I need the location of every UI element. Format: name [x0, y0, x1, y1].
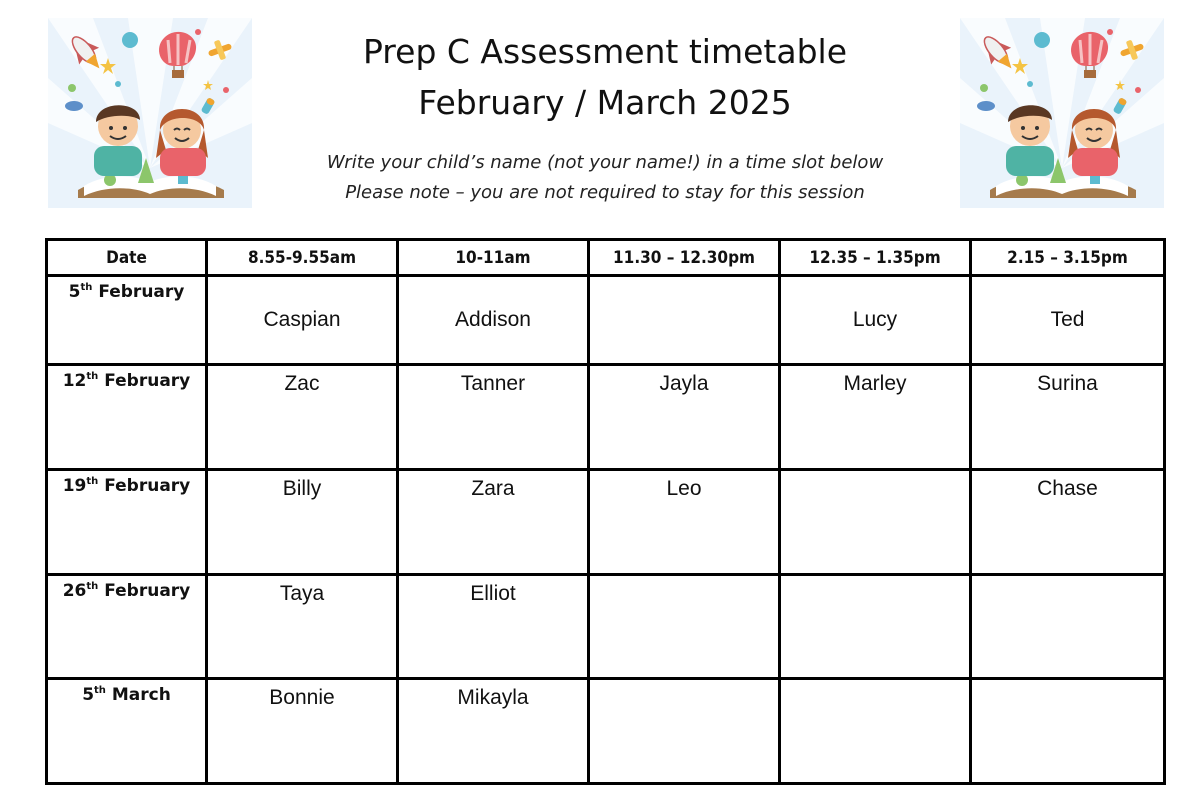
- slot-cell[interactable]: Ted: [971, 276, 1165, 365]
- date-suffix: th: [80, 282, 93, 293]
- kids-reading-icon: [48, 18, 252, 208]
- slot-cell[interactable]: [589, 574, 780, 679]
- date-cell: [47, 574, 207, 679]
- slot-cell[interactable]: Bonnie: [207, 679, 398, 784]
- slot-cell[interactable]: Caspian: [207, 276, 398, 365]
- header-row: [47, 240, 1165, 276]
- timetable-table: [45, 238, 1166, 785]
- slot-cell[interactable]: Tanner: [398, 365, 589, 470]
- date-month: February: [98, 282, 185, 302]
- date-day: 26: [62, 580, 87, 601]
- table-row: [47, 276, 1165, 365]
- kids-reading-illustration-left: [48, 18, 252, 208]
- kids-reading-icon: [960, 18, 1164, 208]
- date-day: 5: [68, 282, 81, 302]
- slot-cell[interactable]: Marley: [780, 365, 971, 470]
- table-row: [47, 679, 1165, 784]
- slot-cell[interactable]: [971, 574, 1165, 679]
- title-line-2: February / March 2025: [418, 83, 792, 122]
- slot-cell[interactable]: Leo: [589, 469, 780, 574]
- slot-cell[interactable]: Zara: [398, 469, 589, 574]
- date-cell: [47, 365, 207, 470]
- slot-cell[interactable]: [971, 679, 1165, 784]
- instruction-line-2: Please note – you are not required to stay for this session: [345, 182, 865, 203]
- column-header-slot-2: 10-11am: [398, 240, 589, 276]
- date-cell: [47, 276, 207, 365]
- date-month: February: [104, 475, 191, 496]
- column-header-slot-1: 8.55-9.55am: [207, 240, 398, 276]
- instruction-line-1: Write your child’s name (not your name!) in a time slot below: [326, 152, 884, 173]
- kids-reading-illustration-right: [960, 18, 1164, 208]
- column-header-slot-5: 2.15 – 3.15pm: [971, 240, 1165, 276]
- slot-cell[interactable]: Lucy: [780, 276, 971, 365]
- slot-cell[interactable]: Mikayla: [398, 679, 589, 784]
- slot-cell[interactable]: Chase: [971, 469, 1165, 574]
- slot-cell[interactable]: Jayla: [589, 365, 780, 470]
- date-month: February: [104, 371, 191, 392]
- date-suffix: th: [86, 580, 99, 592]
- column-header-slot-4: 12.35 – 1.35pm: [780, 240, 971, 276]
- column-header-slot-3: 11.30 – 12.30pm: [589, 240, 780, 276]
- slot-cell[interactable]: [589, 276, 780, 365]
- title-line-1: Prep C Assessment timetable: [362, 32, 847, 71]
- slot-cell[interactable]: Surina: [971, 365, 1165, 470]
- date-cell: [47, 679, 207, 784]
- date-day: 12: [62, 371, 87, 392]
- slot-cell[interactable]: [780, 469, 971, 574]
- slot-cell[interactable]: Zac: [207, 365, 398, 470]
- date-month: March: [111, 685, 171, 706]
- slot-cell[interactable]: Taya: [207, 574, 398, 679]
- column-header-date: Date: [47, 240, 207, 276]
- date-suffix: th: [94, 685, 106, 697]
- slot-cell[interactable]: Elliot: [398, 574, 589, 679]
- date-suffix: th: [86, 475, 99, 487]
- slot-cell[interactable]: Addison: [398, 276, 589, 365]
- slot-cell[interactable]: [780, 679, 971, 784]
- date-day: 19: [62, 475, 87, 496]
- page-title: [300, 26, 910, 128]
- table-row: [47, 469, 1165, 574]
- date-month: February: [104, 580, 191, 601]
- table-row: [47, 574, 1165, 679]
- table-row: [47, 365, 1165, 470]
- date-day: 5: [82, 685, 95, 706]
- slot-cell[interactable]: Billy: [207, 469, 398, 574]
- instructions: [300, 148, 910, 208]
- date-cell: [47, 469, 207, 574]
- slot-cell[interactable]: [589, 679, 780, 784]
- slot-cell[interactable]: [780, 574, 971, 679]
- date-suffix: th: [86, 371, 99, 383]
